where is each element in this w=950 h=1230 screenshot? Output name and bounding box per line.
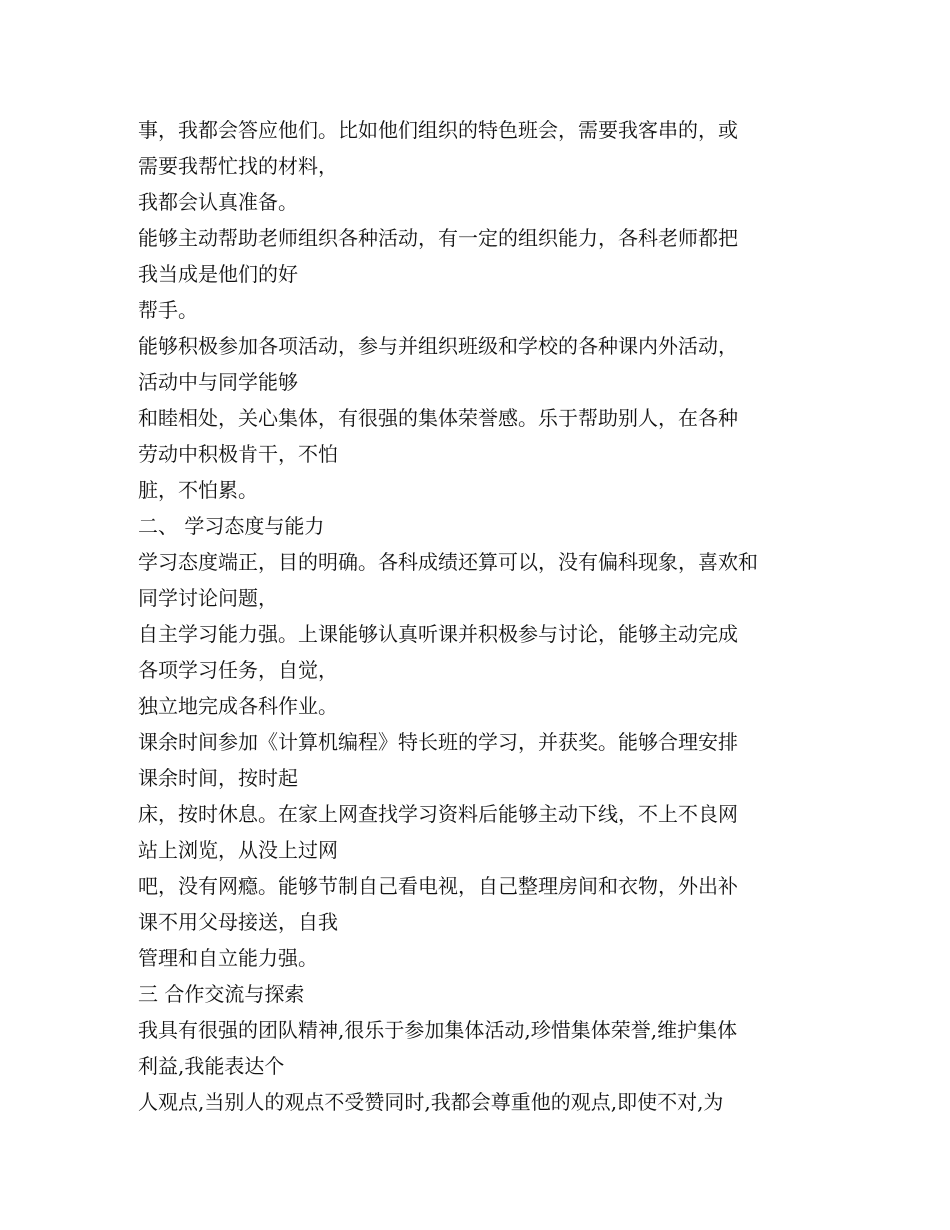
- text-line: 吧，没有网瘾。能够节制自己看电视，自己整理房间和衣物，外出补: [138, 874, 738, 898]
- section-heading: 三 合作交流与探索: [138, 982, 305, 1006]
- text-line: 我具有很强的团队精神,很乐于参加集体活动,珍惜集体荣誉,维护集体: [138, 1018, 738, 1042]
- text-line: 和睦相处，关心集体，有很强的集体荣誉感。乐于帮助别人，在各种: [138, 406, 738, 430]
- text-line: 脏，不怕累。: [138, 478, 258, 502]
- text-line: 自主学习能力强。上课能够认真听课并积极参与讨论，能够主动完成: [138, 622, 738, 646]
- text-line: 课不用父母接送，自我: [138, 910, 338, 934]
- text-line: 床，按时休息。在家上网查找学习资料后能够主动下线，不上不良网: [138, 802, 738, 826]
- section-heading: 二、 学习态度与能力: [138, 514, 325, 538]
- text-line: 需要我帮忙找的材料，: [138, 154, 338, 178]
- text-line: 能够积极参加各项活动，参与并组织班级和学校的各种课内外活动，: [138, 334, 738, 358]
- text-line: 站上浏览，从没上过网: [138, 838, 338, 862]
- text-line: 独立地完成各科作业。: [138, 694, 338, 718]
- text-line: 我都会认真准备。: [138, 190, 298, 214]
- text-line: 事，我都会答应他们。比如他们组织的特色班会，需要我客串的，或: [138, 118, 738, 142]
- text-line: 劳动中积极肯干，不怕: [138, 442, 338, 466]
- text-line: 同学讨论问题，: [138, 586, 278, 610]
- text-line: 管理和自立能力强。: [138, 946, 318, 970]
- text-line: 活动中与同学能够: [138, 370, 298, 394]
- text-line: 帮手。: [138, 298, 198, 322]
- text-line: 利益,我能表达个: [138, 1054, 285, 1078]
- text-line: 学习态度端正，目的明确。各科成绩还算可以，没有偏科现象，喜欢和: [138, 550, 758, 574]
- text-line: 人观点,当别人的观点不受赞同时,我都会尊重他的观点,即使不对,为: [138, 1090, 724, 1114]
- text-line: 课余时间，按时起: [138, 766, 298, 790]
- text-line: 能够主动帮助老师组织各种活动，有一定的组织能力，各科老师都把: [138, 226, 738, 250]
- text-line: 各项学习任务，自觉，: [138, 658, 338, 682]
- text-line: 我当成是他们的好: [138, 262, 298, 286]
- document-body: [138, 112, 818, 1120]
- text-line: 课余时间参加《计算机编程》特长班的学习，并获奖。能够合理安排: [138, 730, 738, 754]
